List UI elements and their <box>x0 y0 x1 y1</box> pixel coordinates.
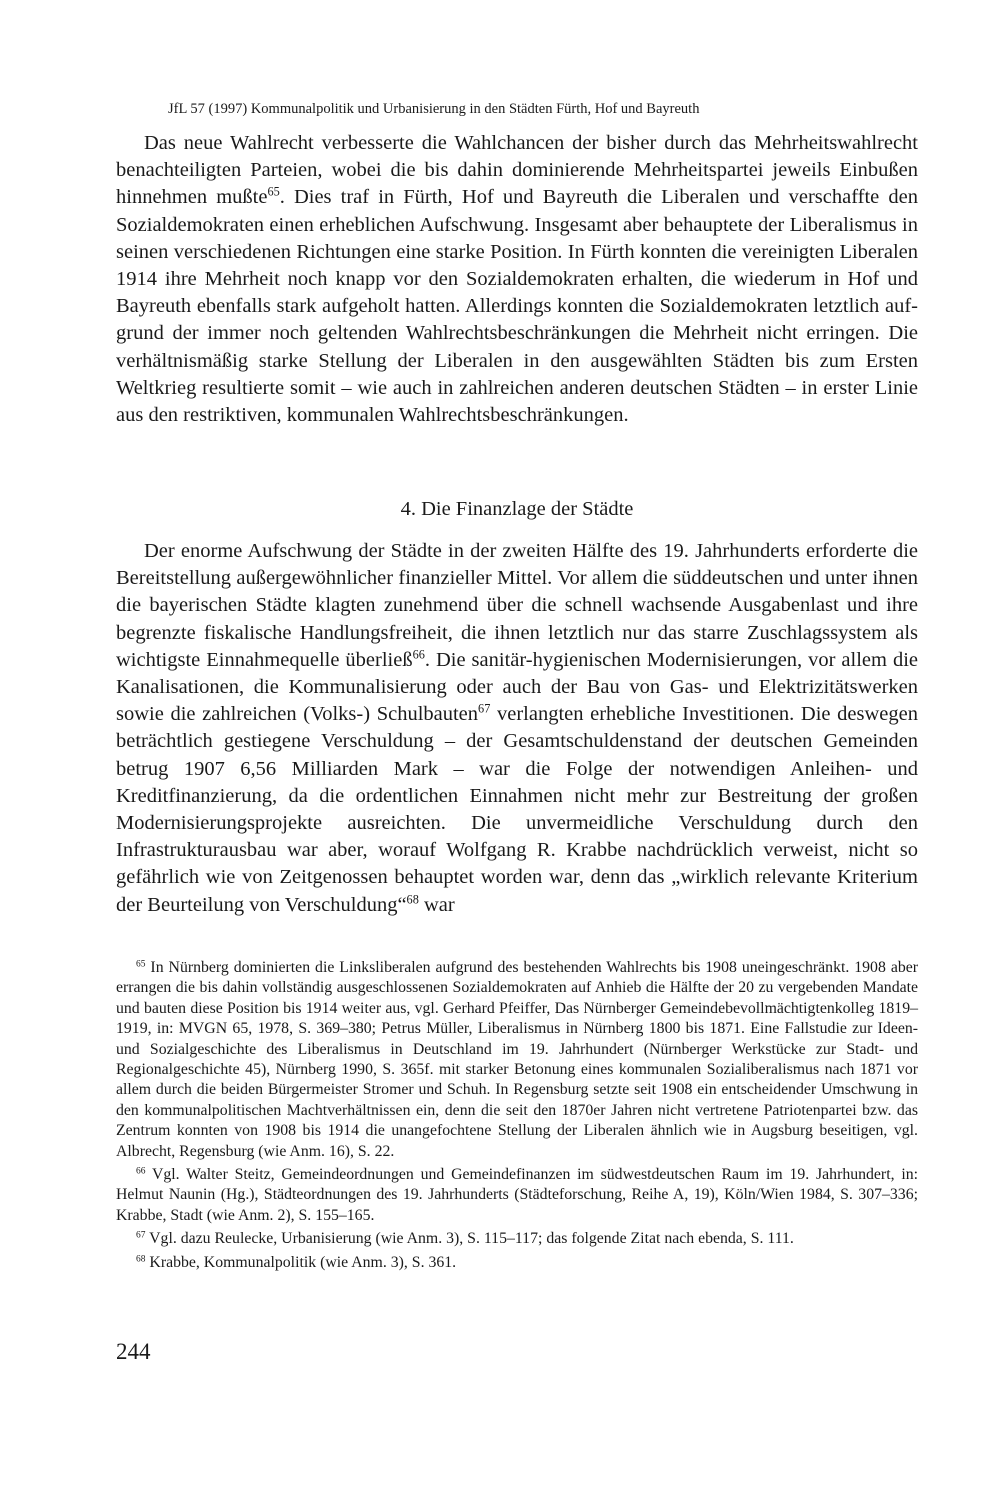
footnote-ref-65: 65 <box>267 185 280 200</box>
paragraph-2-text-a: Der enorme Aufschwung der Städte in der zweiten Hälfte des 19. Jahrhunderts erforderte die Bereitstellung außergewöhnlicher finanzieller Mittel. Vor allem die süddeutschen und unter ihnen die bayerischen Städte klagten zunehmend über die schnell wachsende Ausgabenlast und ihre begrenzte fiskalische Handlungsfreiheit, die ihnen letztlich nur das starre Zuschlagssystem als wichtigste Einnahmequelle überließ <box>116 540 918 671</box>
paragraph-2-text-b: . Die sanitär-hygienischen Modernisierungen, vor allem die Kanalisationen, die Kommunalisierung oder auch der Bau von Gas- und Elektrizitätswerken sowie die zahlreichen (Volks-) Schulbauten <box>116 648 918 726</box>
paragraph-1-text-a: Das neue Wahlrecht verbesserte die Wahlchancen der bisher durch das Mehrheitswahlrecht benachteiligten Parteien, wobei die bis dahin dominierende Mehrheitspartei jeweils Einbußen hinnehmen mußte <box>116 132 918 209</box>
footnote-number: 68 <box>136 1254 146 1264</box>
footnote-text: Krabbe, Kommunalpolitik (wie Anm. 3), S. 361. <box>145 1253 457 1271</box>
footnote-65 <box>116 958 918 1162</box>
paragraph-2 <box>116 538 918 919</box>
footnote-text: Vgl. dazu Reulecke, Urbanisierung (wie Anm. 3), S. 115–117; das folgende Zitat nach ebenda, S. 111. <box>145 1230 794 1248</box>
footnote-text: Vgl. Walter Steitz, Gemeindeordnungen und Gemeindefinanzen im südwestdeutschen Raum im 19. Jahrhundert, in: Helmut Naunin (Hg.), Städteordnungen des 19. Jahrhunderts (Städteforschung, Reihe A, 19), Köln/Wien 1984, S. 307–336; Krabbe, Stadt (wie Anm. 2), S. 155–165. <box>116 1166 918 1224</box>
paragraph-1 <box>116 130 918 429</box>
footnote-66 <box>116 1165 918 1226</box>
paragraph-2-text-c: verlangten erhebliche Investitionen. Die deswegen beträchtlich gestiegene Verschuldung – der Gesamtschuldenstand der deutschen Gemeinden betrug 1907 6,56 Milliarden Mark – war die Folge der notwendigen Anleihen- und Kreditfinanzierung, da die ordentlichen Einnahmen nicht mehr zur Bestreitung der großen Modernisierungsprojekte ausreichten. Die unvermeidliche Verschuldung durch den Infrastrukturausbau war aber, worauf Wolfgang R. Krabbe nachdrücklich verweist, nicht so gefährlich wie von Zeitgenossen behauptet worden war, denn das „wirklich relevante Kriterium der Beurteilung von Verschuldung“ <box>116 703 918 916</box>
page-number: 244 <box>116 1339 151 1364</box>
footnote-text: In Nürnberg dominierten die Linksliberalen aufgrund des bestehenden Wahlrechts bis 1908 uneingeschränkt. 1908 aber errangen die bis dahin vollständig ausgeschlossenen Sozialdemokraten auf Anhieb die Hälfte der 20 zu vergebenden Mandate und bauten diese Position bis 1914 weiter aus, vgl. Gerhard Pfeiffer, Das Nürnberger Gemeindebevollmächtigtenkolleg 1819–1919, in: MVGN 65, 1978, S. 369–380; Petrus Müller, Liberalismus in Nürnberg 1800 bis 1871. Eine Fallstudie zur Ideen- und Sozialgeschichte des Liberalismus in Deutschland im 19. Jahrhundert (Nürnberger Werkstücke zur Stadt- und Regionalgeschichte 45), Nürnberg 1990, S. 365f. mit starker Betonung eines kommunalen Sozialiberalismus nach 1871 vor allem durch die beiden Bürgermeister Stromer und Schuh. In Regensburg setzte seit 1908 ein entscheidender Umschwung in den kommunalpolitischen Machtverhältnissen ein, denn die seit den 1870er Jahren nicht vertretene Patriotenpartei bzw. das Zentrum konnten von 1908 bis 1914 die unangefochtene Stellung der Liberalen ähnlich wie in Augsburg beseitigen, vgl. Albrecht, Regensburg (wie Anm. 16), S. 22. <box>116 959 918 1160</box>
footnote-68 <box>116 1253 918 1273</box>
running-head: JfL 57 (1997) Kommunalpolitik und Urbanisierung in den Städten Fürth, Hof und Bayreuth <box>168 101 700 117</box>
footnotes <box>116 958 918 1276</box>
footnote-ref-67: 67 <box>478 701 491 716</box>
footnote-ref-68: 68 <box>406 892 419 907</box>
footnote-number: 67 <box>136 1230 146 1241</box>
footnote-number: 66 <box>136 1166 146 1177</box>
paragraph-1-text-b: . Dies traf in Fürth, Hof und Bayreuth die Liberalen und verschaffte den Sozialdemokraten einen erheblichen Aufschwung. Insgesamt aber behauptete der Liberalismus in seinen verschiedenen Richtungen eine starke Position. In Fürth konnten die vereinigten Liberalen 1914 ihre Mehrheit noch knapp vor den Sozialdemokraten erhalten, die wiederum in Hof und Bayreuth ebenfalls stark aufgeholt hatten. Allerdings konnten die Sozialdemokraten letztlich aufgrund der immer noch geltenden Wahlrechtsbeschränkungen die Mehrheit nicht erringen. Die verhältnismäßig starke Stellung der Liberalen in den ausgewählten Städten bis zum Ersten Weltkrieg resultierte somit – wie auch in zahlreichen anderen deutschen Städten – in erster Linie aus den restriktiven, kommunalen Wahlrechtsbeschränkungen. <box>116 186 918 427</box>
section-heading: 4. Die Finanzlage der Städte <box>400 498 634 520</box>
footnote-67 <box>116 1229 918 1249</box>
footnote-ref-66: 66 <box>412 647 425 662</box>
footnote-number: 65 <box>136 959 146 970</box>
paragraph-2-text-d: war <box>418 893 455 916</box>
